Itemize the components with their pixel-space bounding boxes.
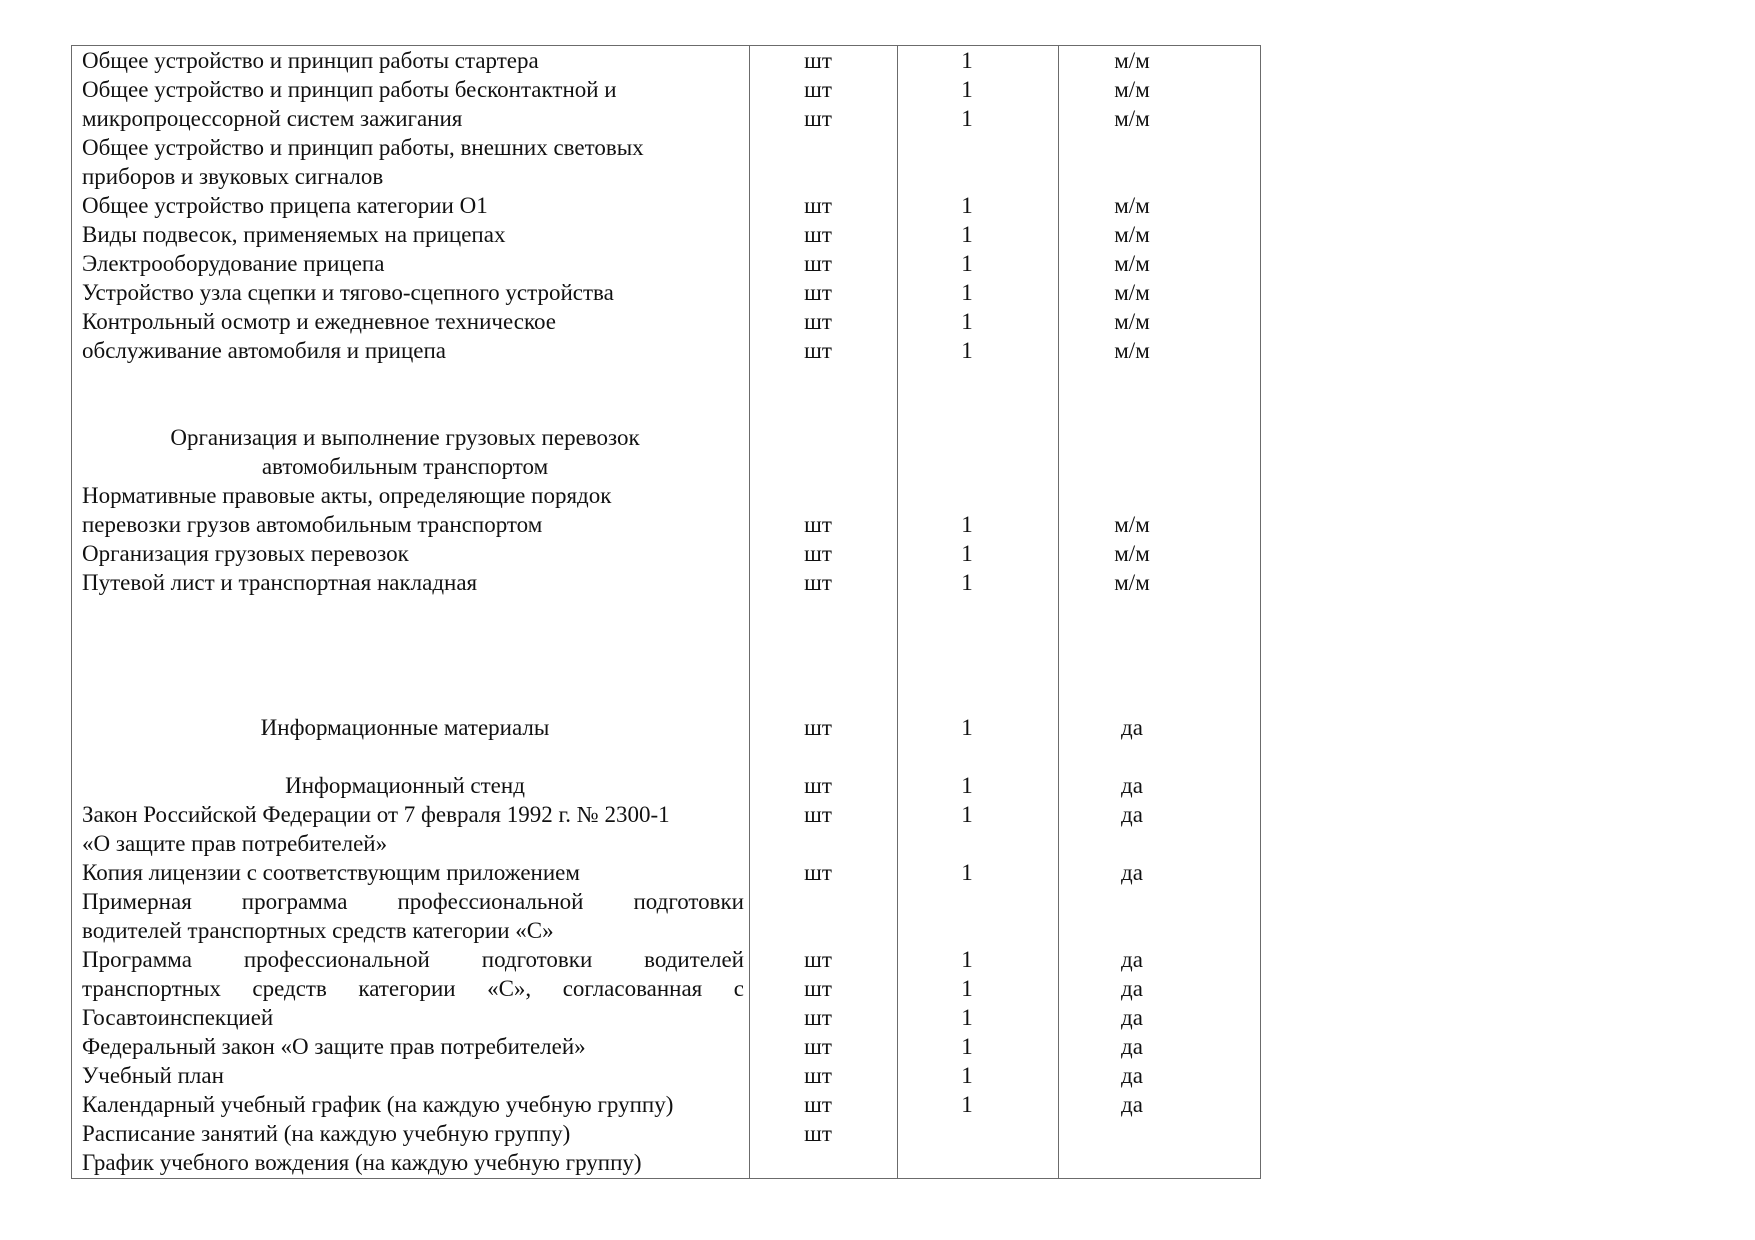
item-unit: шт: [804, 773, 832, 798]
column-divider-3: [1058, 46, 1059, 1178]
item-quantity: 1: [961, 77, 973, 102]
item-name: График учебного вождения (на каждую учебную группу): [82, 1150, 642, 1175]
item-name: перевозки грузов автомобильным транспортом: [82, 512, 543, 537]
item-quantity: 1: [961, 570, 973, 595]
item-note: м/м: [1114, 193, 1150, 218]
item-quantity: 1: [961, 773, 973, 798]
item-name: Организация грузовых перевозок: [82, 541, 409, 566]
item-unit: шт: [804, 251, 832, 276]
item-note: да: [1121, 1063, 1143, 1088]
item-quantity: 1: [961, 802, 973, 827]
item-name: Общее устройство прицепа категории О1: [82, 193, 488, 218]
item-quantity: 1: [961, 222, 973, 247]
item-note: м/м: [1114, 570, 1150, 595]
item-note: да: [1121, 976, 1143, 1001]
item-unit: шт: [804, 106, 832, 131]
item-note: м/м: [1114, 106, 1150, 131]
item-quantity: 1: [961, 947, 973, 972]
item-name: Контрольный осмотр и ежедневное техническое: [82, 309, 556, 334]
item-unit: шт: [804, 512, 832, 537]
item-unit: шт: [804, 1121, 832, 1146]
item-name: транспортных средств категории «С», согласованная с: [82, 976, 744, 1001]
item-name: микропроцессорной систем зажигания: [82, 106, 463, 131]
item-note: м/м: [1114, 541, 1150, 566]
item-quantity: 1: [961, 1005, 973, 1030]
item-unit: шт: [804, 541, 832, 566]
item-name: Федеральный закон «О защите прав потребителей»: [82, 1034, 586, 1059]
item-note: м/м: [1114, 338, 1150, 363]
item-note: м/м: [1114, 280, 1150, 305]
item-name: Госавтоинспекцией: [82, 1005, 274, 1030]
item-note: да: [1121, 860, 1143, 885]
item-name: Копия лицензии с соответствующим приложением: [82, 860, 580, 885]
item-quantity: 1: [961, 338, 973, 363]
item-note: м/м: [1114, 48, 1150, 73]
item-unit: шт: [804, 222, 832, 247]
item-quantity: 1: [961, 251, 973, 276]
item-unit: шт: [804, 802, 832, 827]
item-unit: шт: [804, 715, 832, 740]
section-heading: Организация и выполнение грузовых перевозок: [170, 425, 640, 450]
item-unit: шт: [804, 309, 832, 334]
item-unit: шт: [804, 1063, 832, 1088]
item-name: Закон Российской Федерации от 7 февраля 1992 г. № 2300-1: [82, 802, 670, 827]
item-note: м/м: [1114, 251, 1150, 276]
item-unit: шт: [804, 280, 832, 305]
item-name: Расписание занятий (на каждую учебную группу): [82, 1121, 571, 1146]
item-unit: шт: [804, 338, 832, 363]
item-quantity: 1: [961, 1092, 973, 1117]
item-quantity: 1: [961, 193, 973, 218]
item-name: Примерная программа профессиональной подготовки: [82, 889, 744, 914]
item-unit: шт: [804, 48, 832, 73]
item-unit: шт: [804, 947, 832, 972]
item-name: «О защите прав потребителей»: [82, 831, 388, 856]
section-heading: автомобильным транспортом: [261, 454, 549, 479]
item-quantity: 1: [961, 541, 973, 566]
item-note: да: [1121, 715, 1143, 740]
item-note: м/м: [1114, 309, 1150, 334]
section-heading: Информационные материалы: [260, 715, 550, 740]
item-name: Виды подвесок, применяемых на прицепах: [82, 222, 506, 247]
item-quantity: 1: [961, 309, 973, 334]
item-note: м/м: [1114, 512, 1150, 537]
item-unit: шт: [804, 860, 832, 885]
item-name: Общее устройство и принцип работы, внешних световых: [82, 135, 644, 160]
item-name: Учебный план: [82, 1063, 224, 1088]
item-quantity: 1: [961, 860, 973, 885]
item-name: Общее устройство и принцип работы стартера: [82, 48, 539, 73]
item-name: Программа профессиональной подготовки водителей: [82, 947, 744, 972]
item-unit: шт: [804, 77, 832, 102]
item-quantity: 1: [961, 1063, 973, 1088]
item-name: Путевой лист и транспортная накладная: [82, 570, 478, 595]
item-note: да: [1121, 1034, 1143, 1059]
item-note: да: [1121, 773, 1143, 798]
item-note: да: [1121, 1005, 1143, 1030]
column-divider-1: [749, 46, 750, 1178]
item-name: обслуживание автомобиля и прицепа: [82, 338, 447, 363]
item-quantity: 1: [961, 280, 973, 305]
item-name: Календарный учебный график (на каждую учебную группу): [82, 1092, 674, 1117]
item-unit: шт: [804, 193, 832, 218]
item-unit: шт: [804, 570, 832, 595]
item-quantity: 1: [961, 48, 973, 73]
item-name: Электрооборудование прицепа: [82, 251, 385, 276]
item-name: Устройство узла сцепки и тягово-сцепного устройства: [82, 280, 614, 305]
item-unit: шт: [804, 976, 832, 1001]
item-name: Нормативные правовые акты, определяющие порядок: [82, 483, 612, 508]
item-unit: шт: [804, 1005, 832, 1030]
item-name: водителей транспортных средств категории «С»: [82, 918, 554, 943]
item-note: да: [1121, 947, 1143, 972]
equipment-table: [71, 45, 1261, 1179]
item-quantity: 1: [961, 715, 973, 740]
column-divider-2: [897, 46, 898, 1178]
item-quantity: 1: [961, 976, 973, 1001]
item-note: да: [1121, 1092, 1143, 1117]
item-unit: шт: [804, 1034, 832, 1059]
item-note: м/м: [1114, 222, 1150, 247]
item-quantity: 1: [961, 512, 973, 537]
section-heading: Информационный стенд: [285, 773, 525, 798]
item-quantity: 1: [961, 1034, 973, 1059]
item-quantity: 1: [961, 106, 973, 131]
item-name: приборов и звуковых сигналов: [82, 164, 384, 189]
item-note: м/м: [1114, 77, 1150, 102]
item-note: да: [1121, 802, 1143, 827]
item-name: Общее устройство и принцип работы бесконтактной и: [82, 77, 617, 102]
item-unit: шт: [804, 1092, 832, 1117]
